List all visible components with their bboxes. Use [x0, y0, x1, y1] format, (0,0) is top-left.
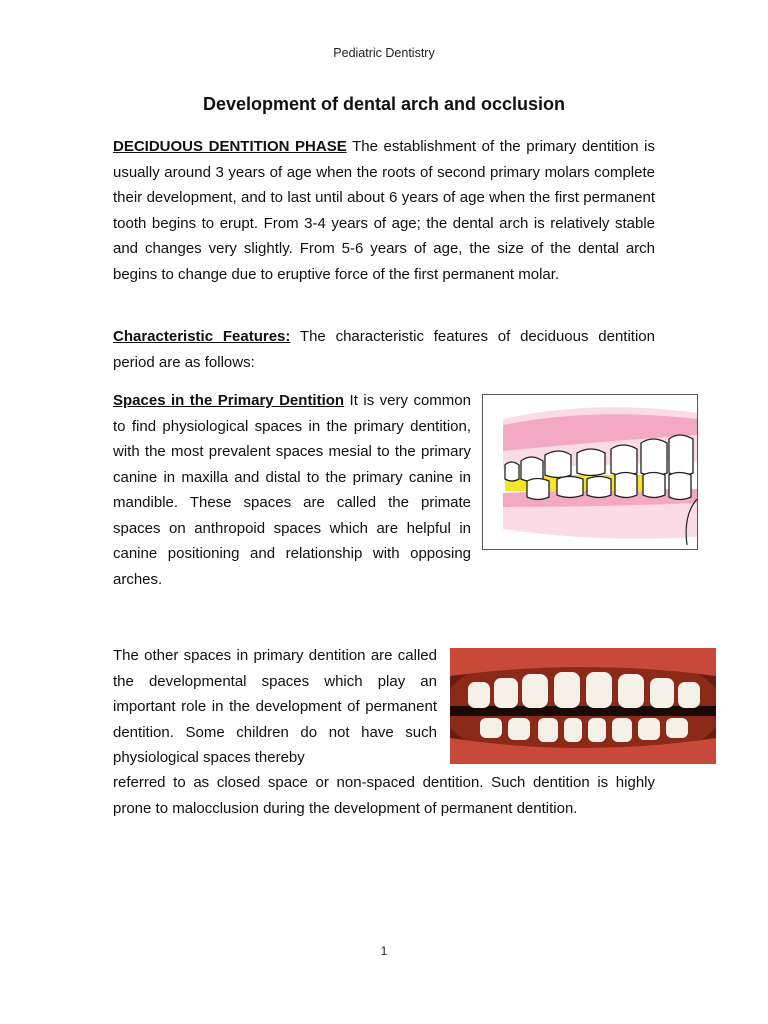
teeth-occlusion-diagram-icon — [483, 395, 697, 549]
spaced-primary-teeth-photo-icon — [450, 648, 716, 764]
paragraph-primary-spaces — [113, 388, 471, 592]
section-heading: Spaces in the Primary Dentition — [113, 392, 345, 409]
running-header: Pediatric Dentistry — [333, 46, 435, 60]
paragraph-developmental-spaces-continued — [113, 770, 655, 821]
paragraph-text: referred to as closed space or non-spaced dentition. Such dentition is highly prone to malocclusion during the development of permanent dentition. — [113, 774, 655, 817]
paragraph-text: It is very common to find physiological spaces in the primary dentition, with the most prevalent spaces mesial to the primary canine in maxilla and distal to the primary canine in mandible. These spaces are called the primate spaces on anthropoid spaces which are helpful in canine positioning and relationship with opposing arches. — [113, 392, 471, 588]
page-number: 1 — [380, 944, 388, 958]
section-heading: Characteristic Features: — [113, 328, 291, 345]
primate-spaces-illustration — [482, 394, 698, 550]
developmental-spaces-photo — [450, 648, 716, 764]
paragraph-text: The characteristic features of deciduous dentition period are as follows: — [113, 328, 655, 371]
section-heading: DECIDUOUS DENTITION PHASE — [113, 138, 347, 155]
paragraph-deciduous-dentition — [113, 134, 655, 287]
paragraph-text: The establishment of the primary dentition is usually around 3 years of age when the roots of second primary molars complete their development, and to last until about 6 years of age when the first permanent tooth begins to erupt. From 3-4 years of age; the dental arch is relatively stable and changes very slightly. From 5-6 years of age, the size of the dental arch begins to change due to eruptive force of the first permanent molar. — [113, 138, 655, 283]
page-title: Development of dental arch and occlusion — [202, 94, 566, 114]
paragraph-developmental-spaces — [113, 643, 437, 771]
paragraph-characteristic-features — [113, 324, 655, 375]
paragraph-text: The other spaces in primary dentition are called the developmental spaces which play an important role in the development of permanent dentition. Some children do not have such physiological spaces thereby — [113, 647, 437, 766]
